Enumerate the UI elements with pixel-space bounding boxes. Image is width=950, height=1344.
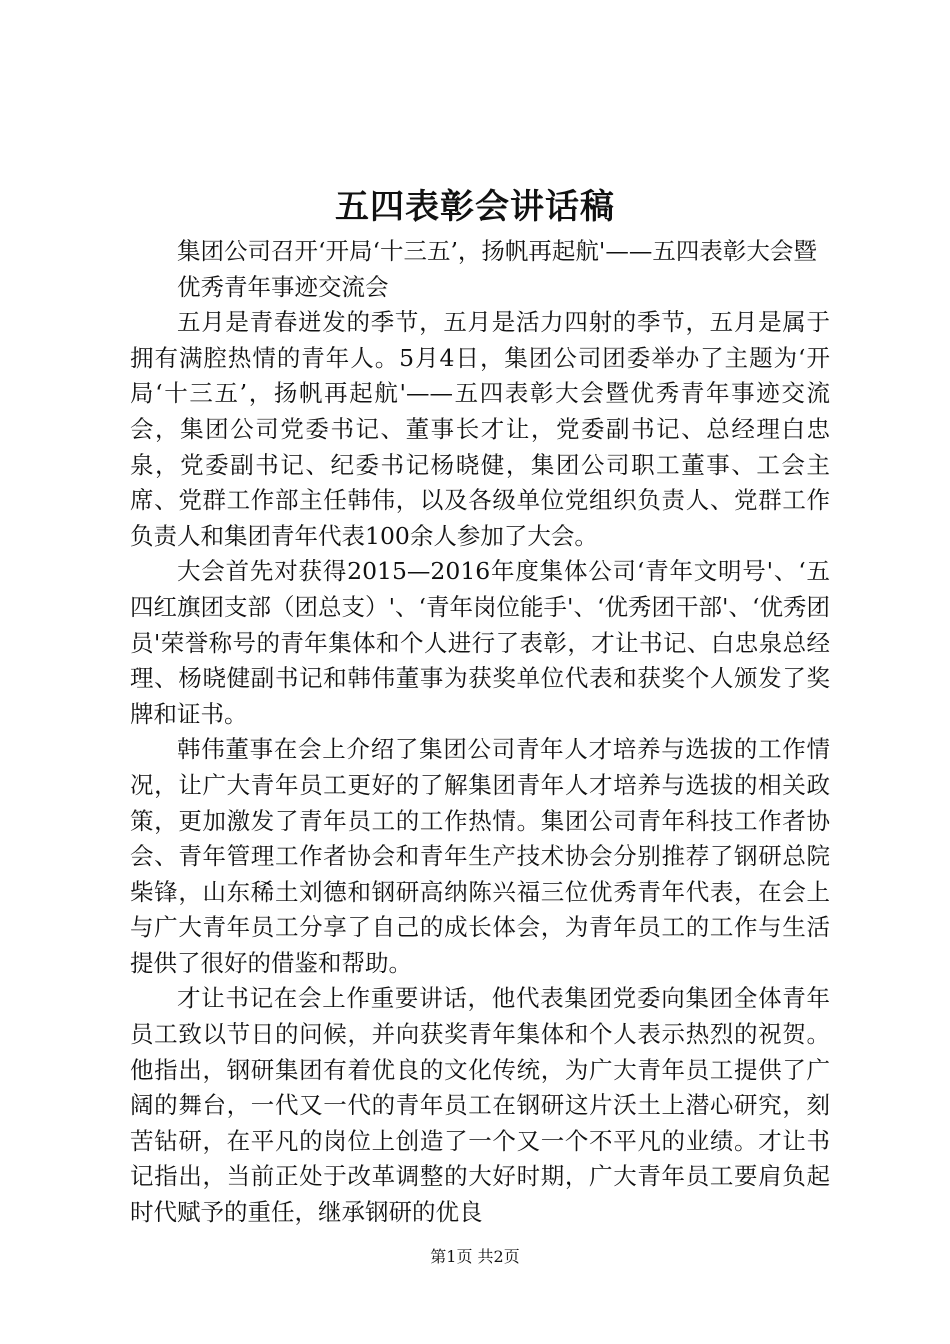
page-footer: 第1页 共2页: [430, 1247, 520, 1266]
paragraph-heading-line-1: 集团公司召开‘开局‘十三五’，扬帆再起航'——五四表彰大会暨: [177, 237, 817, 265]
paragraph-speech: 才让书记在会上作重要讲话，他代表集团党委向集团全体青年员工致以节日的问候，并向获奖青年集体和个人表示热烈的祝贺。他指出，钢研集团有着优良的文化传统，为广大青年员工提供了广阔的舞台，一代又一代的青年员工在钢研这片沃土上潜心研究，刻苦钻研，在平凡的岗位上创造了一个又一个不平凡的业绩。才让书记指出，当前正处于改革调整的大好时期，广大青年员工要肩负起时代赋予的重任，继承钢研的优良: [130, 984, 830, 1227]
paragraph-awards: 大会首先对获得2015—2016年度集体公司‘青年文明号'、‘五四红旗团支部（团总支）'、‘青年岗位能手'、‘优秀团干部'、‘优秀团员'荣誉称号的青年集体和个人进行了表彰，才让书记、白忠泉总经理、杨晓健副书记和韩伟董事为获奖单位代表和获奖个人颁发了奖牌和证书。: [130, 557, 830, 728]
paragraph-intro: 五月是青春迸发的季节，五月是活力四射的季节，五月是属于拥有满腔热情的青年人。5月4日，集团公司团委举办了主题为‘开局‘十三五’，扬帆再起航'——五四表彰大会暨优秀青年事迹交流会，集团公司党委书记、董事长才让，党委副书记、总经理白忠泉，党委副书记、纪委书记杨晓健，集团公司职工董事、工会主席、党群工作部主任韩伟，以及各级单位党组织负责人、党群工作负责人和集团青年代表100余人参加了大会。: [130, 308, 830, 550]
document-title: 五四表彰会讲话稿: [335, 187, 615, 227]
paragraph-heading-line-2: 优秀青年事迹交流会: [177, 272, 389, 301]
paragraph-talent-report: 韩伟董事在会上介绍了集团公司青年人才培养与选拔的工作情况，让广大青年员工更好的了解集团青年人才培养与选拔的相关政策，更加激发了青年员工的工作热情。集团公司青年科技工作者协会、青年管理工作者协会和青年生产技术协会分别推荐了钢研总院柴锋，山东稀土刘德和钢研高纳陈兴福三位优秀青年代表，在会上与广大青年员工分享了自己的成长体会，为青年员工的工作与生活提供了很好的借鉴和帮助。: [130, 735, 830, 977]
document-body: [130, 234, 830, 1231]
